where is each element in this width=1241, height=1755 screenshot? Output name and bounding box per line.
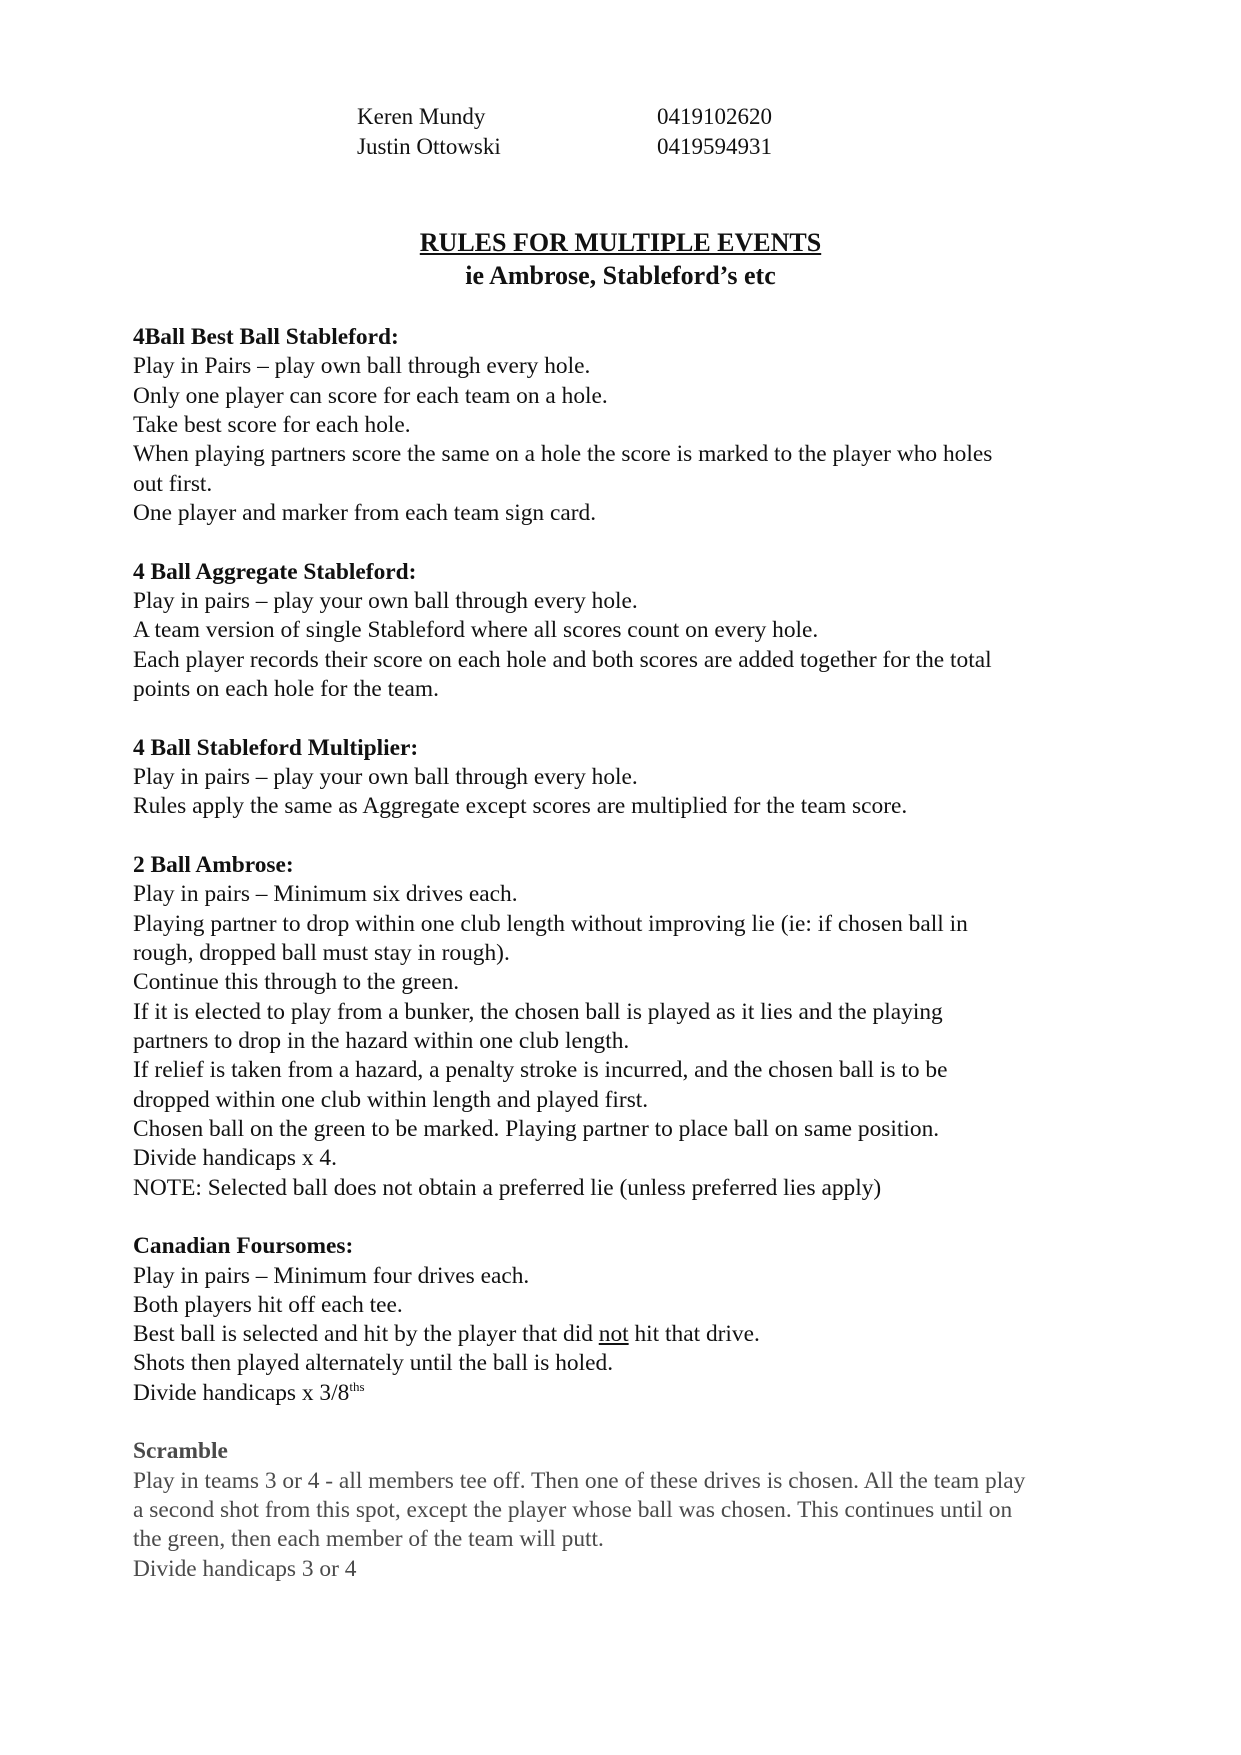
rules-sections [133,323,1133,1613]
rule-line: Play in Pairs – play own ball through every hole. [133,353,591,380]
rule-section [133,851,1133,1203]
rule-line: Play in pairs – play your own ball through every hole. [133,763,638,790]
rule-line [133,1379,1133,1408]
rule-line: Shots then played alternately until the ball is holed. [133,1350,614,1377]
section-heading: 4 Ball Stableford Multiplier: [133,734,419,761]
rule-line: NOTE: Selected ball does not obtain a preferred lie (unless preferred lies apply) [133,1174,882,1201]
rule-line: Divide handicaps 3 or 4 [133,1555,357,1582]
emphasis-text: not [598,1321,629,1348]
rule-line: If it is elected to play from a bunker, the chosen ball is played as it lies and the playing [133,998,943,1025]
text-segment: Divide handicaps x 3/8 [133,1379,350,1406]
rule-line: Play in pairs – play your own ball through every hole. [133,587,638,614]
section-heading: Canadian Foursomes: [133,1233,354,1260]
contact-name: Keren Mundy [357,104,486,129]
rule-line: Divide handicaps x 4. [133,1145,337,1172]
page-subtitle: ie Ambrose, Stableford’s etc [465,261,776,290]
section-heading: 4 Ball Aggregate Stableford: [133,558,417,585]
rule-line: When playing partners score the same on a hole the score is marked to the player who holes [133,441,993,468]
contact-phone: 0419102620 [657,104,772,129]
rule-line: Only one player can score for each team on a hole. [133,382,608,409]
rule-line: rough, dropped ball must stay in rough). [133,939,510,966]
rule-line: Play in teams 3 or 4 - all members tee off. Then one of these drives is chosen. All the team play [133,1467,1026,1494]
text-segment: Best ball is selected and hit by the player that did [133,1321,599,1348]
contact-phone: 0419594931 [657,134,772,159]
rule-line: Play in pairs – Minimum four drives each. [133,1262,530,1289]
rule-line: A team version of single Stableford where all scores count on every hole. [133,617,819,644]
page-title: RULES FOR MULTIPLE EVENTS [419,228,822,257]
rule-line: If relief is taken from a hazard, a penalty stroke is incurred, and the chosen ball is to be [133,1057,948,1084]
rule-section [133,323,1133,528]
rule-line: One player and marker from each team sign card. [133,499,597,526]
rule-line: Rules apply the same as Aggregate except scores are multiplied for the team score. [133,793,908,820]
section-heading: Scramble [133,1438,228,1465]
section-heading: 2 Ball Ambrose: [133,851,294,878]
rule-line: Chosen ball on the green to be marked. Playing partner to place ball on same position. [133,1115,940,1142]
superscript-text: ths [349,1378,365,1394]
rule-line: Continue this through to the green. [133,969,460,996]
rule-line [133,1320,1133,1349]
rule-line: a second shot from this spot, except the player whose ball was chosen. This continues until on [133,1497,1013,1524]
rule-section [133,558,1133,705]
rule-line: the green, then each member of the team will putt. [133,1526,604,1553]
rule-line: out first. [133,470,213,497]
rule-line: dropped within one club within length and played first. [133,1086,649,1113]
rule-section [133,1232,1133,1408]
contact-name: Justin Ottowski [357,134,501,159]
rule-line: Both players hit off each tee. [133,1291,403,1318]
section-heading: 4Ball Best Ball Stableford: [133,324,399,350]
rule-line: Each player records their score on each hole and both scores are added together for the total [133,646,992,673]
rule-line: partners to drop in the hazard within one club length. [133,1027,630,1054]
rule-section [133,734,1133,822]
rule-line: Playing partner to drop within one club length without improving lie (ie: if chosen ball in [133,910,968,937]
rule-line: Play in pairs – Minimum six drives each. [133,881,518,908]
rule-line: Take best score for each hole. [133,411,411,438]
rule-line: points on each hole for the team. [133,675,439,702]
text-segment: hit that drive. [628,1321,760,1348]
rule-section [133,1437,1133,1584]
